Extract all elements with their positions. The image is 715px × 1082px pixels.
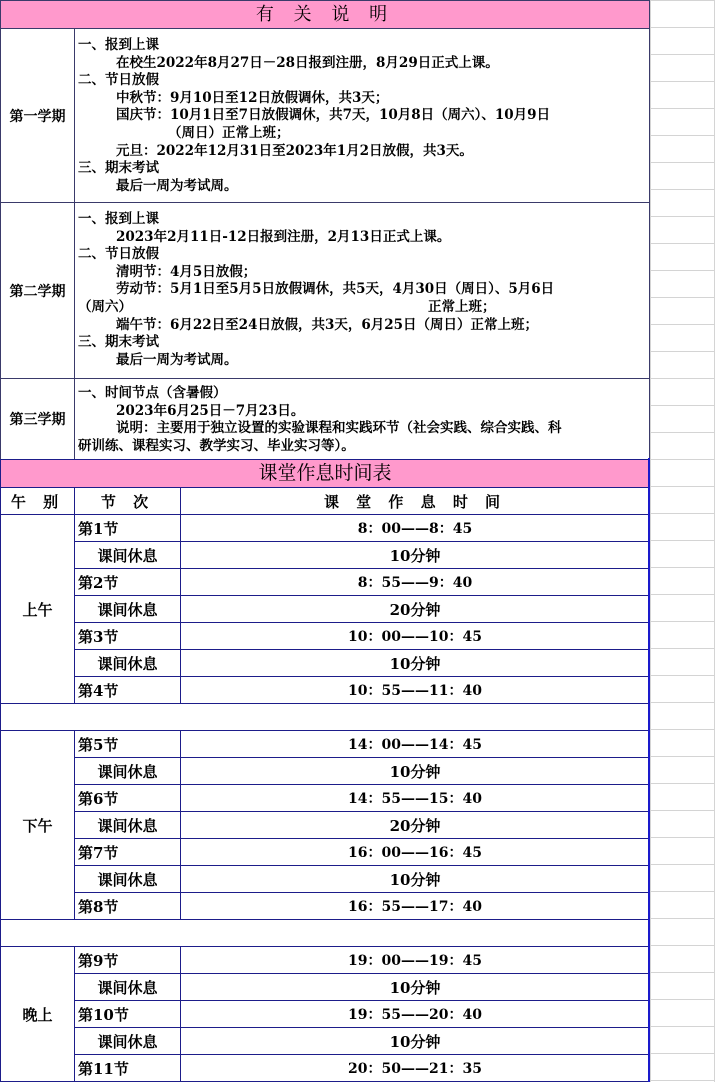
grid-row-line <box>650 0 715 1</box>
break-duration-cell[interactable] <box>180 541 650 569</box>
schedule-title: 课堂作息时间表 <box>258 462 392 484</box>
break-duration: 10分钟 <box>389 978 441 997</box>
header-period[interactable] <box>0 487 75 515</box>
grid-row-line <box>650 891 715 892</box>
notes-title: 有 关 说 明 <box>255 4 395 25</box>
notes-title-cell[interactable] <box>0 0 650 29</box>
semester-2-notes-cell[interactable] <box>74 202 650 379</box>
slot-label: 第2节 <box>78 573 119 592</box>
slot-label: 第5节 <box>78 735 119 754</box>
period-label: 上午 <box>22 600 53 619</box>
slot-label: 第10节 <box>78 1005 129 1024</box>
class-time: 8：55——9：40 <box>357 575 473 591</box>
class-slot-cell[interactable] <box>74 676 181 704</box>
class-slot-cell[interactable] <box>74 514 181 542</box>
class-time-cell[interactable] <box>180 838 650 866</box>
slot-label: 课间休息 <box>97 870 158 889</box>
slot-label: 第7节 <box>78 843 119 862</box>
schedule-title-cell[interactable] <box>0 459 650 488</box>
header-period-label: 午 别 <box>10 492 65 511</box>
note-line: 研训练、课程实习、教学实习、毕业实习等）。 <box>78 437 355 454</box>
grid-row-line <box>650 972 715 973</box>
class-time: 16：55——17：40 <box>348 899 482 915</box>
grid-row-line <box>650 324 715 325</box>
class-time-cell[interactable] <box>180 568 650 596</box>
slot-label: 第11节 <box>78 1059 129 1078</box>
grid-row-line <box>650 567 715 568</box>
header-time[interactable] <box>180 487 650 515</box>
grid-row-line <box>650 918 715 919</box>
class-time-cell[interactable] <box>180 622 650 650</box>
semester-1-label-cell[interactable] <box>0 28 75 203</box>
slot-label: 第9节 <box>78 951 119 970</box>
grid-row-line <box>650 1026 715 1027</box>
slot-label: 第6节 <box>78 789 119 808</box>
class-slot-cell[interactable] <box>74 1054 181 1082</box>
semester-1-label: 第一学期 <box>9 108 66 125</box>
note-line: 二、节日放假 <box>78 246 159 263</box>
break-slot-cell[interactable] <box>74 757 181 785</box>
grid-row-line <box>650 783 715 784</box>
slot-label: 第8节 <box>78 897 119 916</box>
note-line: 一、报到上课 <box>78 211 159 227</box>
semester-1-notes-cell[interactable] <box>74 28 650 203</box>
note-line: 劳动节：5月1日至5月5日放假调休，共5天，4月30日（周日）、5月6日 <box>116 281 555 298</box>
period-afternoon[interactable] <box>0 730 75 920</box>
grid-row-line <box>650 135 715 136</box>
break-slot-cell[interactable] <box>74 649 181 677</box>
class-time-cell[interactable] <box>180 892 650 920</box>
grid-row-line <box>650 702 715 703</box>
slot-label: 课间休息 <box>97 546 158 565</box>
slot-label: 课间休息 <box>97 1032 158 1051</box>
note-line: 中秋节：9月10日至12日放假调休，共3天； <box>116 89 389 106</box>
class-time: 14：00——14：45 <box>348 737 482 753</box>
slot-label: 课间休息 <box>97 600 158 619</box>
class-slot-cell[interactable] <box>74 838 181 866</box>
grid-row-line <box>650 162 715 163</box>
grid-row-line <box>650 351 715 352</box>
note-line: （周日）正常上班； <box>168 124 290 141</box>
note-line-wrap <box>78 299 649 317</box>
class-time: 20：50——21：35 <box>348 1061 482 1077</box>
grid-row-line <box>650 486 715 487</box>
semester-3-label-cell[interactable] <box>0 378 75 460</box>
note-line: 元旦：2022年12月31日至2023年1月2日放假，共3天。 <box>116 142 473 159</box>
note-line: 三、期末考试 <box>78 160 159 177</box>
semester-2-label: 第二学期 <box>9 283 66 300</box>
grid-row-line <box>650 729 715 730</box>
grid-row-line <box>650 243 715 244</box>
class-slot-cell[interactable] <box>74 1000 181 1028</box>
grid-row-line <box>650 945 715 946</box>
break-duration: 10分钟 <box>389 546 441 565</box>
class-slot-cell[interactable] <box>74 568 181 596</box>
class-time-cell[interactable] <box>180 784 650 812</box>
break-duration-cell[interactable] <box>180 649 650 677</box>
grid-row-line <box>650 648 715 649</box>
period-label: 晚上 <box>22 1005 53 1024</box>
spacer-row[interactable] <box>0 919 650 947</box>
note-line: 最后一周为考试周。 <box>116 351 238 368</box>
break-duration-cell[interactable] <box>180 1027 650 1055</box>
note-line: （周六） <box>78 298 132 315</box>
grid-row-line <box>650 594 715 595</box>
class-time-cell[interactable] <box>180 946 650 974</box>
grid-row-line <box>650 432 715 433</box>
note-line: 一、报到上课 <box>78 37 159 53</box>
grid-row-line <box>650 621 715 622</box>
class-time: 16：00——16：45 <box>348 845 482 861</box>
period-label: 下午 <box>22 816 53 835</box>
slot-label: 第4节 <box>78 681 119 700</box>
break-slot-cell[interactable] <box>74 541 181 569</box>
grid-row-line <box>650 756 715 757</box>
break-duration-cell[interactable] <box>180 865 650 893</box>
class-time: 19：55——20：40 <box>348 1007 482 1023</box>
break-duration: 20分钟 <box>389 600 441 619</box>
grid-row-line <box>650 297 715 298</box>
note-line: 二、节日放假 <box>78 72 159 89</box>
grid-row-line <box>650 999 715 1000</box>
class-time-cell[interactable] <box>180 1054 650 1082</box>
break-duration-cell[interactable] <box>180 811 650 839</box>
slot-label: 第1节 <box>78 519 119 538</box>
class-time: 10：00——10：45 <box>348 629 482 645</box>
spacer-row[interactable] <box>0 703 650 731</box>
note-line: 说明：主要用于独立设置的实验课程和实践环节（社会实践、综合实践、科 <box>116 420 562 437</box>
note-line: 在校生2022年8月27日－28日报到注册，8月29日正式上课。 <box>116 54 499 71</box>
note-line: 清明节：4月5日放假； <box>116 263 257 280</box>
semester-3-notes-cell[interactable] <box>74 378 650 460</box>
grid-row-line <box>650 459 715 460</box>
note-line: 一、时间节点（含暑假） <box>78 385 227 401</box>
break-duration-cell[interactable] <box>180 595 650 623</box>
class-slot-cell[interactable] <box>74 784 181 812</box>
header-slot[interactable] <box>74 487 181 515</box>
class-time-cell[interactable] <box>180 730 650 758</box>
slot-label: 课间休息 <box>97 978 158 997</box>
class-time: 10：55——11：40 <box>348 683 482 699</box>
grid-row-line <box>650 189 715 190</box>
grid-row-line <box>650 405 715 406</box>
slot-label: 课间休息 <box>97 762 158 781</box>
class-time-cell[interactable] <box>180 514 650 542</box>
note-line: 国庆节：10月1日至7日放假调休，共7天，10月8日（周六）、10月9日 <box>116 107 551 124</box>
note-line: 2023年6月25日－7月23日。 <box>116 402 305 419</box>
header-time-label: 课 堂 作 息 时 间 <box>323 492 507 511</box>
period-morning[interactable] <box>0 514 75 704</box>
class-time: 14：55——15：40 <box>348 791 482 807</box>
slot-label: 课间休息 <box>97 654 158 673</box>
break-duration: 10分钟 <box>389 1032 441 1051</box>
class-slot-cell[interactable] <box>74 946 181 974</box>
grid-row-line <box>650 1053 715 1054</box>
grid-row-line <box>650 108 715 109</box>
slot-label: 第3节 <box>78 627 119 646</box>
grid-row-line <box>650 1080 715 1081</box>
grid-row-line <box>650 216 715 217</box>
class-time-cell[interactable] <box>180 676 650 704</box>
grid-row-line <box>650 513 715 514</box>
class-time-cell[interactable] <box>180 1000 650 1028</box>
break-duration-cell[interactable] <box>180 757 650 785</box>
semester-2-label-cell[interactable] <box>0 202 75 379</box>
break-slot-cell[interactable] <box>74 865 181 893</box>
class-time: 19：00——19：45 <box>348 953 482 969</box>
break-duration: 10分钟 <box>389 762 441 781</box>
grid-row-line <box>650 864 715 865</box>
note-line: 端午节：6月22日至24日放假，共3天，6月25日（周日）正常上班； <box>116 316 539 333</box>
grid-row-line <box>650 270 715 271</box>
class-slot-cell[interactable] <box>74 622 181 650</box>
grid-row-line <box>650 810 715 811</box>
grid-row-line <box>650 378 715 379</box>
break-slot-cell[interactable] <box>74 973 181 1001</box>
period-evening[interactable] <box>0 946 75 1082</box>
break-slot-cell[interactable] <box>74 811 181 839</box>
table-right-border <box>648 458 650 1082</box>
break-duration: 10分钟 <box>389 654 441 673</box>
grid-row-line <box>650 81 715 82</box>
class-slot-cell[interactable] <box>74 730 181 758</box>
break-duration-cell[interactable] <box>180 973 650 1001</box>
note-line: 2023年2月11日-12日报到注册，2月13日正式上课。 <box>116 228 451 245</box>
grid-row-line <box>650 27 715 28</box>
break-slot-cell[interactable] <box>74 1027 181 1055</box>
break-duration: 20分钟 <box>389 816 441 835</box>
grid-row-line <box>650 675 715 676</box>
semester-3-label: 第三学期 <box>9 412 66 428</box>
class-slot-cell[interactable] <box>74 892 181 920</box>
slot-label: 课间休息 <box>97 816 158 835</box>
header-slot-label: 节 次 <box>100 492 155 511</box>
break-duration: 10分钟 <box>389 870 441 889</box>
break-slot-cell[interactable] <box>74 595 181 623</box>
class-time: 8：00——8：45 <box>357 521 473 537</box>
note-line: 三、期末考试 <box>78 334 159 351</box>
grid-row-line <box>650 54 715 55</box>
grid-row-line <box>650 837 715 838</box>
note-line: 正常上班； <box>428 298 496 315</box>
grid-row-line <box>650 540 715 541</box>
note-line: 最后一周为考试周。 <box>116 177 238 194</box>
